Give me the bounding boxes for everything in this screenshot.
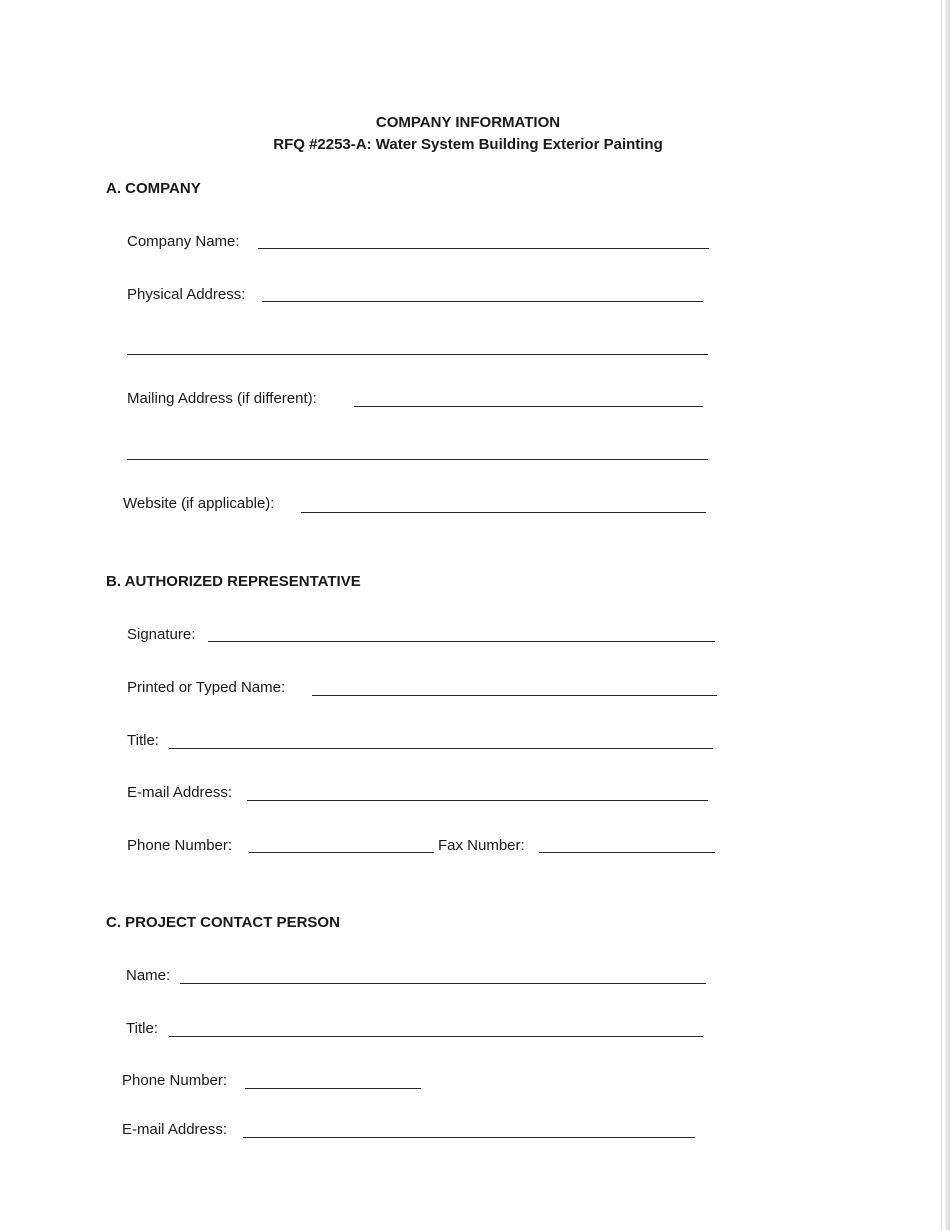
rep-title-label: Title: [127,732,159,749]
contact-email-field[interactable] [243,1137,695,1138]
rep-email-field[interactable] [247,800,708,801]
rep-phone-field[interactable] [249,852,434,853]
section-c-heading: C. PROJECT CONTACT PERSON [106,914,340,931]
contact-title-field[interactable] [169,1036,703,1037]
physical-address-label: Physical Address: [127,286,246,303]
page-edge-line [941,0,942,1230]
company-name-label: Company Name: [127,233,240,250]
contact-title-label: Title: [126,1020,158,1037]
rep-title-field[interactable] [169,748,713,749]
rep-fax-label: Fax Number: [438,837,525,854]
printed-name-label: Printed or Typed Name: [127,679,286,696]
section-a-heading: A. COMPANY [106,180,201,197]
website-field[interactable] [301,512,706,513]
company-name-field[interactable] [258,248,709,249]
contact-phone-label: Phone Number: [122,1072,228,1089]
website-label: Website (if applicable): [123,495,275,512]
contact-name-label: Name: [126,967,171,984]
physical-address-field-line-2[interactable] [127,354,708,355]
mailing-address-label: Mailing Address (if different): [127,390,317,407]
signature-label: Signature: [127,626,196,643]
mailing-address-field[interactable] [354,406,703,407]
contact-email-label: E-mail Address: [122,1121,228,1138]
page-edge-shadow [944,0,950,1230]
rep-fax-field[interactable] [539,852,715,853]
physical-address-field[interactable] [262,301,703,302]
rep-email-label: E-mail Address: [127,784,233,801]
mailing-address-field-line-2[interactable] [127,459,708,460]
contact-phone-field[interactable] [245,1088,421,1089]
printed-name-field[interactable] [312,695,717,696]
document-subtitle: RFQ #2253-A: Water System Building Exterior Painting [273,136,663,153]
document-title: COMPANY INFORMATION [375,114,561,131]
section-b-heading: B. AUTHORIZED REPRESENTATIVE [106,573,361,590]
rep-phone-label: Phone Number: [127,837,233,854]
signature-field[interactable] [208,641,715,642]
contact-name-field[interactable] [180,983,706,984]
